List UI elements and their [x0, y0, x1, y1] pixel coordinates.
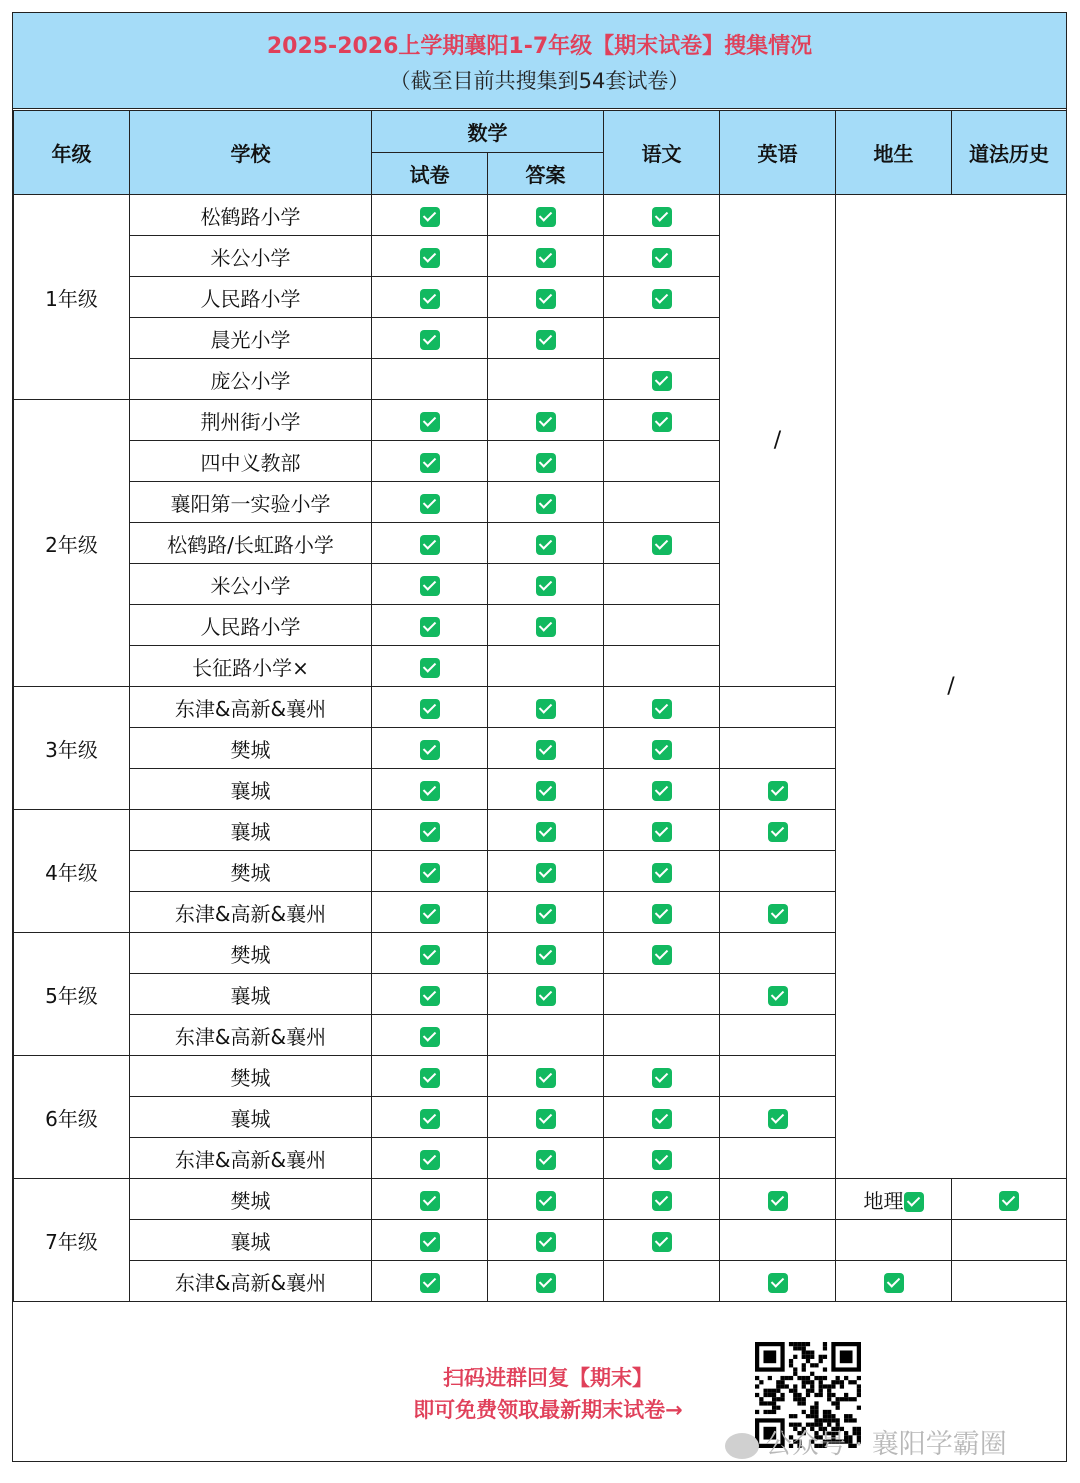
check-icon — [768, 781, 788, 801]
check-icon — [652, 740, 672, 760]
check-icon — [536, 1232, 556, 1252]
header-grade: 年级 — [14, 111, 130, 195]
table-row — [14, 1220, 1067, 1261]
math-answer-cell — [488, 482, 604, 523]
check-icon — [536, 535, 556, 555]
check-icon — [768, 822, 788, 842]
math-paper-cell — [372, 974, 488, 1015]
check-icon — [652, 945, 672, 965]
english-cell — [720, 1015, 836, 1056]
check-icon — [420, 1150, 440, 1170]
header-math-paper: 试卷 — [372, 153, 488, 195]
school-name: 襄城 — [130, 1097, 372, 1138]
school-name: 襄城 — [130, 769, 372, 810]
check-icon — [768, 904, 788, 924]
math-answer-cell — [488, 646, 604, 687]
check-icon — [536, 617, 556, 637]
school-name: 东津&高新&襄州 — [130, 892, 372, 933]
check-icon — [652, 1191, 672, 1211]
table-row — [14, 1179, 1067, 1220]
check-icon — [652, 1109, 672, 1129]
check-icon — [536, 1068, 556, 1088]
check-icon — [652, 207, 672, 227]
school-name: 松鹤路/长虹路小学 — [130, 523, 372, 564]
table-row — [14, 195, 1067, 236]
math-answer-cell — [488, 236, 604, 277]
chinese-cell — [604, 810, 720, 851]
math-paper-cell — [372, 810, 488, 851]
math-paper-cell — [372, 605, 488, 646]
check-icon — [536, 904, 556, 924]
chinese-cell — [604, 523, 720, 564]
check-icon — [420, 453, 440, 473]
math-answer-cell — [488, 277, 604, 318]
math-answer-cell — [488, 728, 604, 769]
check-icon — [652, 371, 672, 391]
school-name: 樊城 — [130, 851, 372, 892]
check-icon — [420, 494, 440, 514]
school-name: 襄城 — [130, 1220, 372, 1261]
english-cell — [720, 1220, 836, 1261]
header-geo-bio: 地生 — [836, 111, 952, 195]
school-name: 樊城 — [130, 728, 372, 769]
check-icon — [536, 412, 556, 432]
english-cell — [720, 1097, 836, 1138]
school-name: 东津&高新&襄州 — [130, 687, 372, 728]
math-paper-cell — [372, 236, 488, 277]
check-icon — [768, 1109, 788, 1129]
english-cell — [720, 1056, 836, 1097]
math-paper-cell — [372, 1015, 488, 1056]
chinese-cell — [604, 1220, 720, 1261]
school-name: 长征路小学× — [130, 646, 372, 687]
math-paper-cell — [372, 441, 488, 482]
math-paper-cell — [372, 933, 488, 974]
check-icon — [420, 699, 440, 719]
math-paper-cell — [372, 318, 488, 359]
check-icon — [536, 945, 556, 965]
math-paper-cell — [372, 277, 488, 318]
math-paper-cell — [372, 1179, 488, 1220]
chinese-cell — [604, 605, 720, 646]
math-answer-cell — [488, 1220, 604, 1261]
check-icon — [420, 535, 440, 555]
check-icon — [536, 494, 556, 514]
math-answer-cell — [488, 1056, 604, 1097]
check-icon — [536, 1273, 556, 1293]
cta-line-2: 即可免费领取最新期末试卷→ — [413, 1398, 683, 1422]
chinese-cell — [604, 318, 720, 359]
check-icon — [652, 904, 672, 924]
check-icon — [652, 822, 672, 842]
header-english: 英语 — [720, 111, 836, 195]
school-name: 庞公小学 — [130, 359, 372, 400]
school-name: 米公小学 — [130, 564, 372, 605]
grade-label: 5年级 — [14, 933, 130, 1056]
math-answer-cell — [488, 933, 604, 974]
chinese-cell — [604, 195, 720, 236]
check-icon — [536, 986, 556, 1006]
chinese-cell — [604, 1056, 720, 1097]
check-icon — [652, 289, 672, 309]
grade-label: 2年级 — [14, 400, 130, 687]
chinese-cell — [604, 1179, 720, 1220]
english-cell — [720, 1261, 836, 1302]
english-na-cell — [720, 195, 836, 687]
school-name: 人民路小学 — [130, 277, 372, 318]
chinese-cell — [604, 892, 720, 933]
grade-label: 1年级 — [14, 195, 130, 400]
check-icon — [536, 699, 556, 719]
check-icon — [420, 576, 440, 596]
footer — [13, 1326, 1066, 1461]
math-paper-cell — [372, 1097, 488, 1138]
math-paper-cell — [372, 523, 488, 564]
english-cell — [720, 769, 836, 810]
check-icon — [420, 1068, 440, 1088]
school-name: 襄城 — [130, 974, 372, 1015]
check-icon — [536, 576, 556, 596]
geo-cell — [836, 1261, 952, 1302]
check-icon — [536, 1191, 556, 1211]
chinese-cell — [604, 1015, 720, 1056]
school-name: 米公小学 — [130, 236, 372, 277]
math-paper-cell — [372, 1220, 488, 1261]
math-answer-cell — [488, 810, 604, 851]
math-answer-cell — [488, 605, 604, 646]
check-icon — [652, 412, 672, 432]
table-body — [14, 195, 1067, 1302]
math-paper-cell — [372, 1138, 488, 1179]
check-icon — [999, 1191, 1019, 1211]
check-icon — [420, 904, 440, 924]
chinese-cell — [604, 769, 720, 810]
math-paper-cell — [372, 892, 488, 933]
math-answer-cell — [488, 1097, 604, 1138]
check-icon — [420, 1232, 440, 1252]
english-cell — [720, 810, 836, 851]
math-answer-cell — [488, 359, 604, 400]
math-paper-cell — [372, 1056, 488, 1097]
politics-cell — [952, 1261, 1067, 1302]
check-icon — [652, 1068, 672, 1088]
school-name: 襄阳第一实验小学 — [130, 482, 372, 523]
chinese-cell — [604, 851, 720, 892]
check-icon — [420, 1273, 440, 1293]
check-icon — [652, 863, 672, 883]
english-cell — [720, 933, 836, 974]
check-icon — [768, 1191, 788, 1211]
english-cell — [720, 974, 836, 1015]
check-icon — [768, 986, 788, 1006]
check-icon — [536, 863, 556, 883]
math-answer-cell — [488, 1015, 604, 1056]
chinese-cell — [604, 400, 720, 441]
check-icon — [652, 1232, 672, 1252]
math-answer-cell — [488, 441, 604, 482]
check-icon — [420, 1191, 440, 1211]
header-math: 数学 — [372, 111, 604, 153]
header-math-answer: 答案 — [488, 153, 604, 195]
math-paper-cell — [372, 851, 488, 892]
check-icon — [652, 781, 672, 801]
math-answer-cell — [488, 1261, 604, 1302]
grade-label: 4年级 — [14, 810, 130, 933]
math-paper-cell — [372, 646, 488, 687]
grade-label: 3年级 — [14, 687, 130, 810]
chinese-cell — [604, 359, 720, 400]
math-paper-cell — [372, 687, 488, 728]
math-answer-cell — [488, 523, 604, 564]
english-cell — [720, 687, 836, 728]
check-icon — [652, 248, 672, 268]
chinese-cell — [604, 646, 720, 687]
school-name: 东津&高新&襄州 — [130, 1261, 372, 1302]
check-icon — [768, 1273, 788, 1293]
watermark-text: 公众号 · 襄阳学霸圈 — [765, 1429, 1007, 1460]
geo-cell — [836, 1220, 952, 1261]
check-icon — [652, 535, 672, 555]
header-chinese: 语文 — [604, 111, 720, 195]
not-applicable-mark: / — [947, 674, 955, 699]
school-name: 樊城 — [130, 933, 372, 974]
chinese-cell — [604, 933, 720, 974]
chinese-cell — [604, 564, 720, 605]
check-icon — [420, 1027, 440, 1047]
check-icon — [420, 289, 440, 309]
collection-table — [13, 110, 1067, 1302]
school-name: 松鹤路小学 — [130, 195, 372, 236]
chinese-cell — [604, 441, 720, 482]
header-politics-history: 道法历史 — [952, 111, 1067, 195]
check-icon — [536, 822, 556, 842]
chinese-cell — [604, 277, 720, 318]
chinese-cell — [604, 1261, 720, 1302]
math-answer-cell — [488, 974, 604, 1015]
check-icon — [536, 330, 556, 350]
chinese-cell — [604, 482, 720, 523]
math-answer-cell — [488, 1138, 604, 1179]
page-subtitle: （截至目前共搜集到54套试卷） — [389, 69, 690, 93]
chinese-cell — [604, 236, 720, 277]
math-paper-cell — [372, 1261, 488, 1302]
check-icon — [420, 863, 440, 883]
check-icon — [420, 330, 440, 350]
cta-line-1: 扫码进群回复【期末】 — [443, 1366, 653, 1390]
check-icon — [536, 1109, 556, 1129]
check-icon — [420, 207, 440, 227]
check-icon — [652, 1150, 672, 1170]
check-icon — [420, 781, 440, 801]
check-icon — [536, 740, 556, 760]
school-name: 四中义教部 — [130, 441, 372, 482]
politics-cell — [952, 1220, 1067, 1261]
geo-cell — [836, 1179, 952, 1220]
check-icon — [420, 1109, 440, 1129]
school-name: 人民路小学 — [130, 605, 372, 646]
check-icon — [420, 822, 440, 842]
chinese-cell — [604, 974, 720, 1015]
check-icon — [904, 1192, 924, 1212]
not-applicable-mark: / — [773, 428, 782, 453]
school-name: 东津&高新&襄州 — [130, 1138, 372, 1179]
school-name: 荆州街小学 — [130, 400, 372, 441]
math-answer-cell — [488, 400, 604, 441]
math-answer-cell — [488, 892, 604, 933]
math-paper-cell — [372, 359, 488, 400]
check-icon — [652, 699, 672, 719]
check-icon — [536, 781, 556, 801]
english-cell — [720, 1138, 836, 1179]
chinese-cell — [604, 728, 720, 769]
chinese-cell — [604, 1097, 720, 1138]
check-icon — [536, 289, 556, 309]
school-name: 晨光小学 — [130, 318, 372, 359]
grade-label: 6年级 — [14, 1056, 130, 1179]
school-name: 樊城 — [130, 1179, 372, 1220]
math-answer-cell — [488, 564, 604, 605]
school-name: 襄城 — [130, 810, 372, 851]
english-cell — [720, 1179, 836, 1220]
school-name: 樊城 — [130, 1056, 372, 1097]
check-icon — [420, 412, 440, 432]
english-cell — [720, 851, 836, 892]
check-icon — [420, 617, 440, 637]
wechat-icon — [725, 1433, 759, 1459]
check-icon — [884, 1273, 904, 1293]
math-answer-cell — [488, 851, 604, 892]
math-answer-cell — [488, 769, 604, 810]
check-icon — [536, 453, 556, 473]
check-icon — [536, 207, 556, 227]
math-answer-cell — [488, 195, 604, 236]
check-icon — [420, 740, 440, 760]
math-answer-cell — [488, 318, 604, 359]
check-icon — [420, 945, 440, 965]
check-icon — [536, 1150, 556, 1170]
page-title: 2025-2026上学期襄阳1-7年级【期末试卷】搜集情况 — [266, 34, 813, 59]
check-icon — [536, 248, 556, 268]
chinese-cell — [604, 1138, 720, 1179]
header-school: 学校 — [130, 111, 372, 195]
math-answer-cell — [488, 1179, 604, 1220]
english-cell — [720, 728, 836, 769]
check-icon — [420, 986, 440, 1006]
check-icon — [420, 658, 440, 678]
politics-cell — [952, 1179, 1067, 1220]
math-paper-cell — [372, 195, 488, 236]
grade-label: 7年级 — [14, 1179, 130, 1302]
english-cell — [720, 892, 836, 933]
check-icon — [420, 248, 440, 268]
title-band — [13, 13, 1066, 109]
math-paper-cell — [372, 482, 488, 523]
math-paper-cell — [372, 564, 488, 605]
school-name: 东津&高新&襄州 — [130, 1015, 372, 1056]
math-paper-cell — [372, 400, 488, 441]
upper-grades-na-cell — [836, 195, 1067, 1179]
watermark — [725, 1422, 1007, 1461]
table-row — [14, 1261, 1067, 1302]
math-answer-cell — [488, 687, 604, 728]
chinese-cell — [604, 687, 720, 728]
math-paper-cell — [372, 769, 488, 810]
geo-label: 地理 — [863, 1188, 904, 1213]
math-paper-cell — [372, 728, 488, 769]
